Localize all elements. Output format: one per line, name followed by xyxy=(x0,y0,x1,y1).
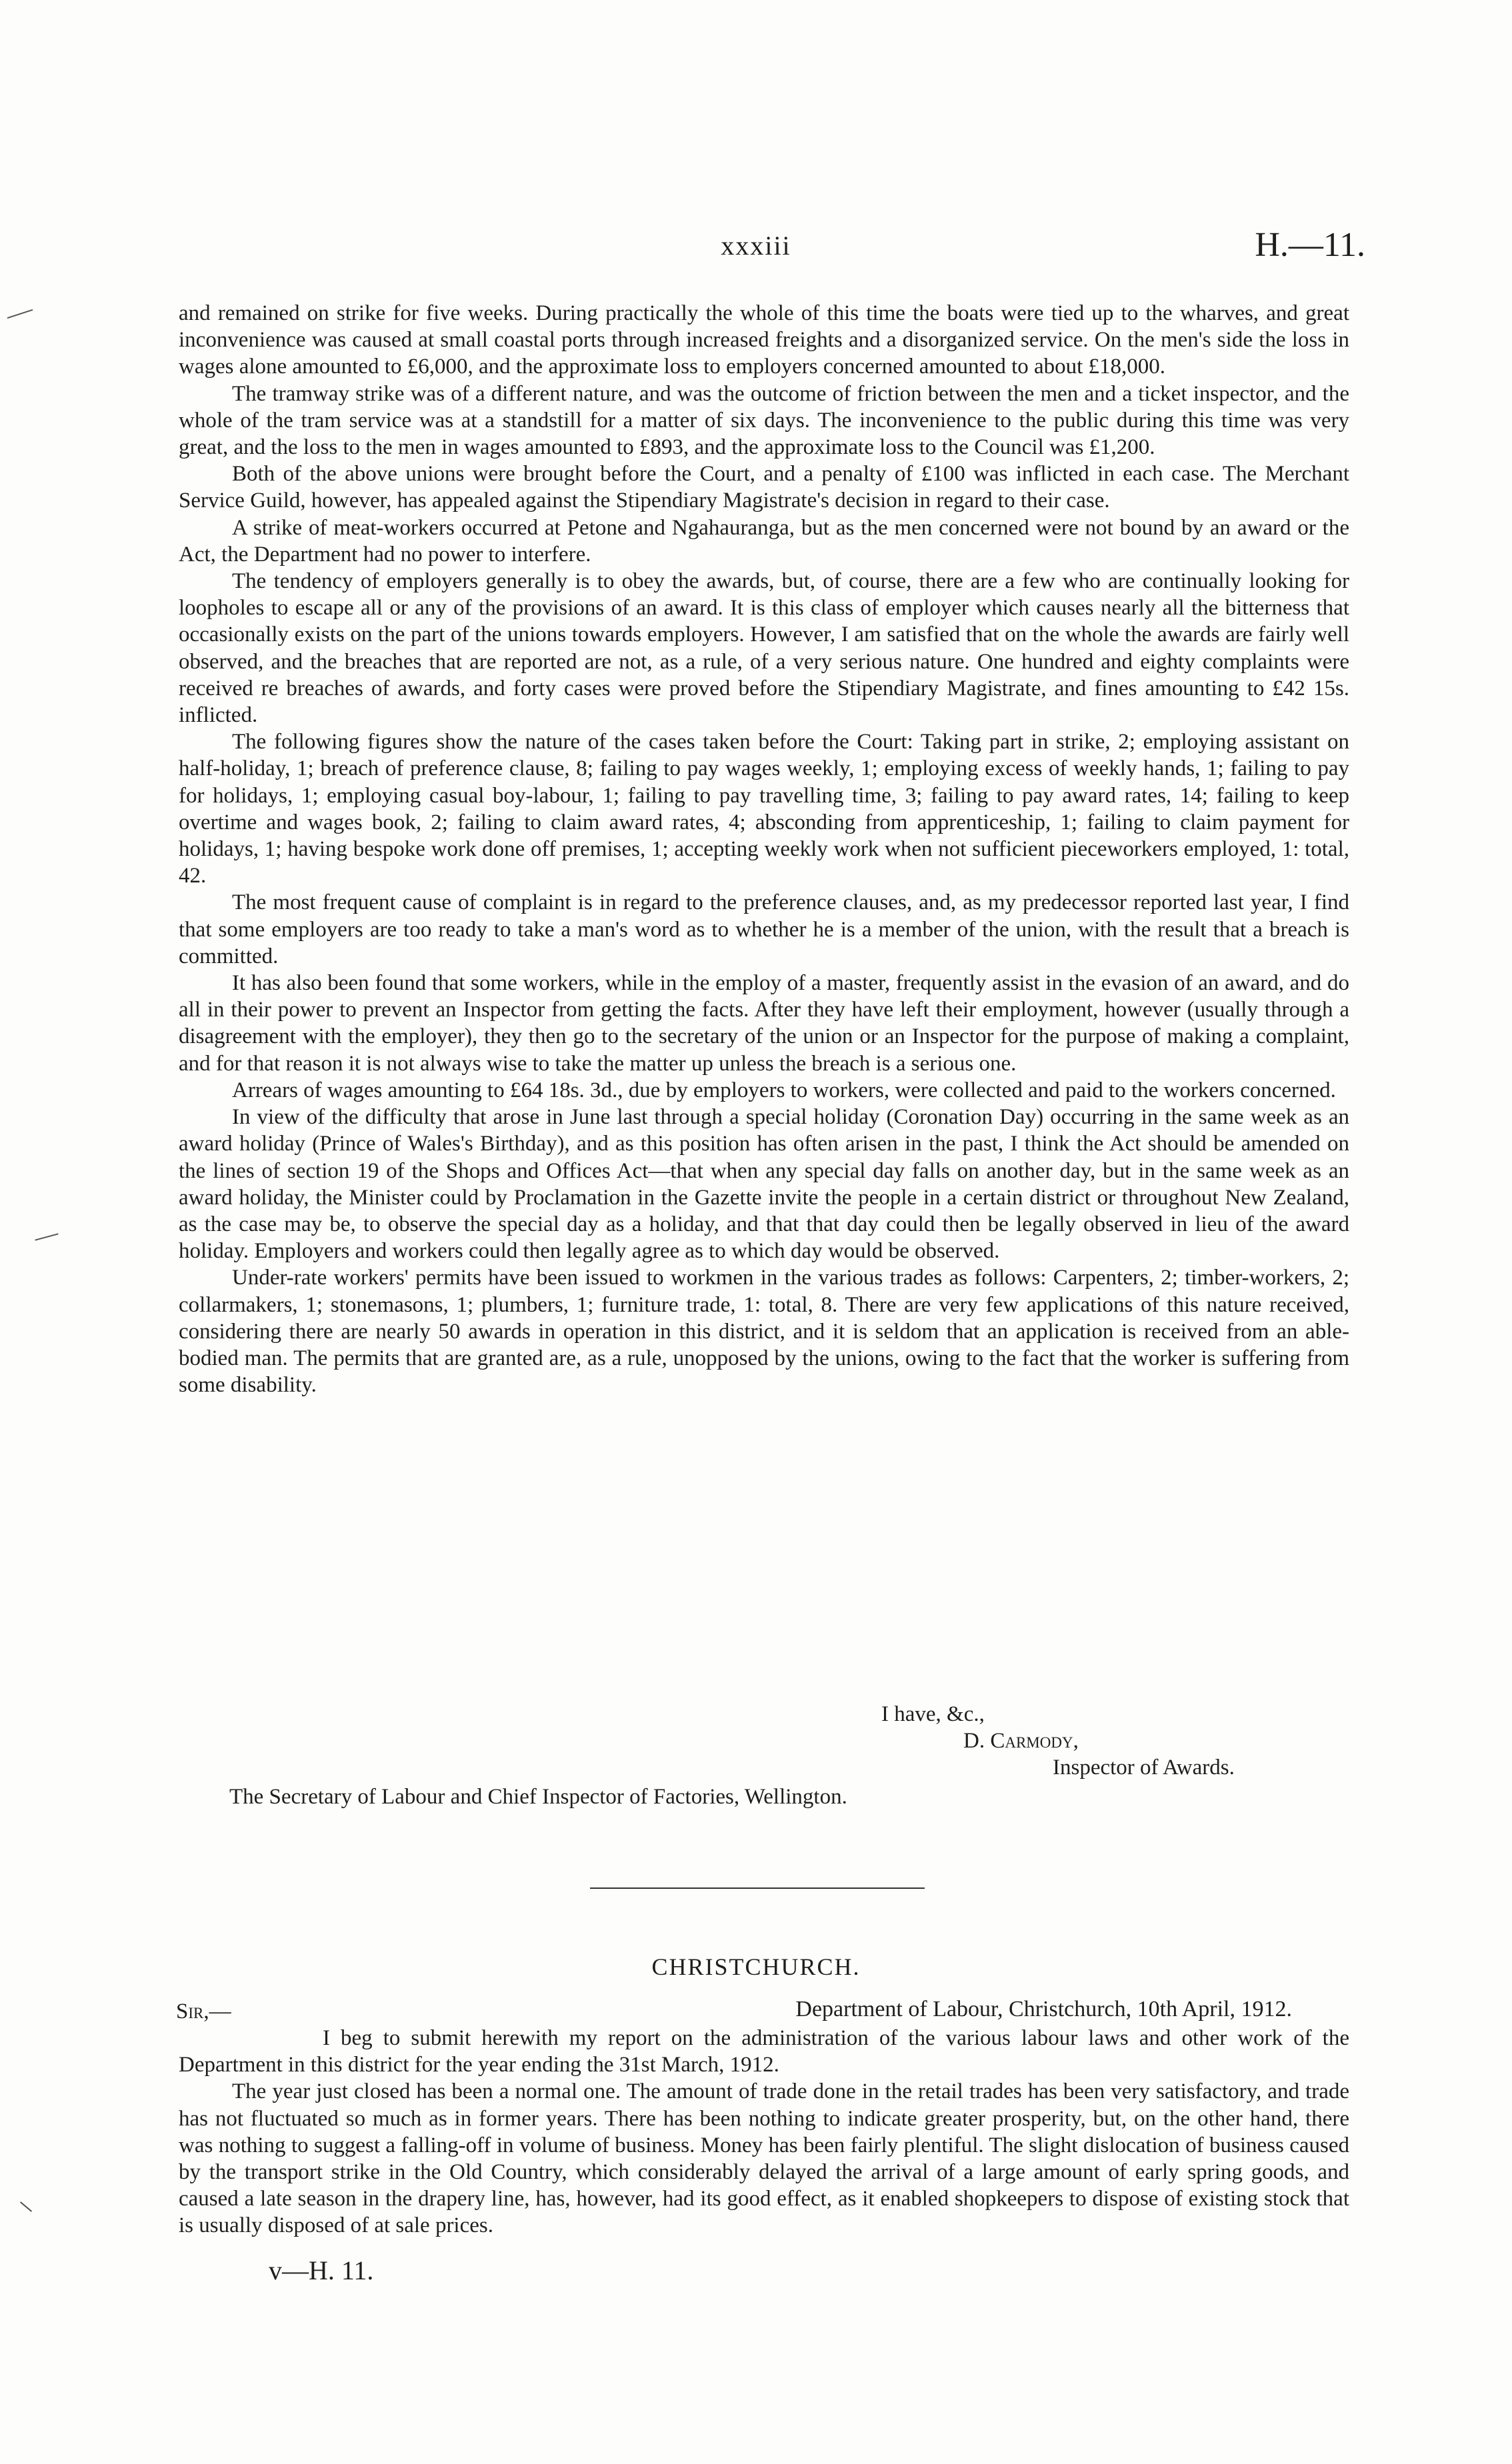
page-number: xxxiii xyxy=(721,231,791,261)
addressee: The Secretary of Labour and Chief Inspector of Factories, Wellington. xyxy=(229,1785,847,1809)
paragraph-holiday-amendment: In view of the difficulty that arose in June last through a special holiday (Coronation Day) occurring in the same week as an award holiday (Prince of Wales's Birthday), and as this position has often arisen in the past, I think the Act should be amended on the lines of section 19 of the Shops and Offices Act—that when any special day falls on another day, but in the same week as an award holiday, the Minister could by Proclamation in the Gazette invite the people in a certain district or throughout New Zealand, as the case may be, to observe the special day as a holiday, and that that day could then be legally observed in lieu of the award holiday. Employers and workers could then legally agree as to which day would be observed. xyxy=(179,1105,1349,1264)
paragraph-court-cases: The following figures show the nature of the cases taken before the Court: Taking part in strike, 2; employing assistant on half-holiday, 1; breach of preference clause, 8; failing to pay wages weekly, 1; employing excess of weekly hands, 1; failing to pay for holidays, 1; employing casual boy-labour, 1; failing to pay travelling time, 3; failing to pay award rates, 14; failing to keep overtime and wages book, 2; failing to claim award rates, 4; absconding from apprenticeship, 1; failing to claim payment for holidays, 1; having bespoke work done off premises, 1; accepting weekly work when not sufficient pieceworkers employed, 1: total, 42. xyxy=(179,730,1349,888)
paragraph-strike-continuation: and remained on strike for five weeks. During practically the whole of this time the boats were tied up to the wharves, and great inconvenience was caused at small coastal ports through increased freights and a disorganized service. On the men's side the loss in wages alone amounted to £6,000, and the approximate loss to employers concerned amounted to about £18,000. xyxy=(179,301,1349,379)
paragraph-trade-review: The year just closed has been a normal one. The amount of trade done in the retail trades has been very satisfactory, and trade has not fluctuated so much as in former years. There has been nothing to indicate greater prosperity, but, on the other hand, there was nothing to suggest a falling-off in volume of business. Money has been fairly plentiful. The slight dislocation of business caused by the transport strike in the Old Country, which considerably delayed the arrival of a large amount of early spring goods, and caused a late season in the drapery line, has, however, had its good effect, as it enabled shopkeepers to dispose of existing stock that is usually disposed of at sale prices. xyxy=(179,2079,1349,2238)
christchurch-report-body xyxy=(179,2025,1349,2239)
paragraph-meat-workers: A strike of meat-workers occurred at Petone and Ngahauranga, but as the men concerned were not bound by an award or the Act, the Department had no power to interfere. xyxy=(179,515,1349,567)
paragraph-under-rate-permits: Under-rate workers' permits have been issued to workmen in the various trades as follows: Carpenters, 2; timber-workers, 2; collarmakers, 1; stonemasons, 1; plumbers, 1; furniture trade, 1: total, 8. There are very few applications of this nature received, considering there are nearly 50 awards in operation in this district, and it is seldom that an application is received from an able-bodied man. The permits that are granted are, as a rule, unopposed by the unions, owing to the fact that the worker is suffering from some disability. xyxy=(179,1266,1349,1398)
dateline: Department of Labour, Christchurch, 10th April, 1912. xyxy=(795,1997,1292,2021)
signatory-name: D. Carmody, xyxy=(963,1729,1079,1753)
margin-scan-mark xyxy=(20,2201,32,2212)
salutation: Sir,— xyxy=(176,1999,231,2023)
paragraph-submission: I beg to submit herewith my report on the administration of the various labour laws and other work of the Department in this district for the year ending the 31st March, 1912. xyxy=(179,2026,1349,2077)
signature-mark: v—H. 11. xyxy=(269,2255,374,2285)
paragraph-tramway-strike: The tramway strike was of a different nature, and was the outcome of friction between the men and a ticket inspector, and the whole of the tram service was at a standstill for a matter of six days. The inconvenience to the public during this time was very great, and the loss to the men in wages amounted to £893, and the approximate loss to the Council was £1,200. xyxy=(179,381,1349,460)
paragraph-worker-evasion: It has also been found that some workers, while in the employ of a master, frequently assist in the evasion of an award, and do all in their power to prevent an Inspector from getting the facts. After they have left their employment, however (usually through a disagreement with the employer), they then go to the secretary of the union or an Inspector for the purpose of making a complaint, and for that reason it is not always wise to take the matter up unless the breach is a serious one. xyxy=(179,971,1349,1076)
section-heading-christchurch: CHRISTCHURCH. xyxy=(651,1953,861,1980)
signatory-title: Inspector of Awards. xyxy=(1053,1756,1235,1780)
margin-scan-mark xyxy=(7,309,33,319)
document-reference: H.—11. xyxy=(1255,226,1365,264)
paragraph-arrears: Arrears of wages amounting to £64 18s. 3d., due by employers to workers, were collected and paid to the workers concerned. xyxy=(232,1078,1336,1102)
paragraph-preference-clauses: The most frequent cause of complaint is in regard to the preference clauses, and, as my predecessor reported last year, I find that some employers are too ready to take a man's word as to whether he is a member of the union, with the result that a breach is committed. xyxy=(179,890,1349,968)
wellington-report-body xyxy=(179,300,1349,1398)
section-divider xyxy=(590,1887,925,1889)
paragraph-court-penalty: Both of the above unions were brought before the Court, and a penalty of £100 was inflicted in each case. The Merchant Service Guild, however, has appealed against the Stipendiary Magistrate's decision in regard to their case. xyxy=(179,462,1349,513)
paragraph-employer-tendency: The tendency of employers generally is to obey the awards, but, of course, there are a few who are continually looking for loopholes to escape all or any of the provisions of an award. It is this class of employer which causes nearly all the bitterness that occasionally exists on the part of the unions towards employers. However, I am satisfied that on the whole the awards are fairly well observed, and the breaches that are reported are not, as a rule, of a very serious nature. One hundred and eighty complaints were received re breaches of awards, and forty cases were proved before the Stipendiary Magistrate, and fines amounting to £42 15s. inflicted. xyxy=(179,569,1349,728)
closing-line: I have, &c., xyxy=(881,1702,985,1726)
margin-scan-mark xyxy=(35,1233,58,1240)
